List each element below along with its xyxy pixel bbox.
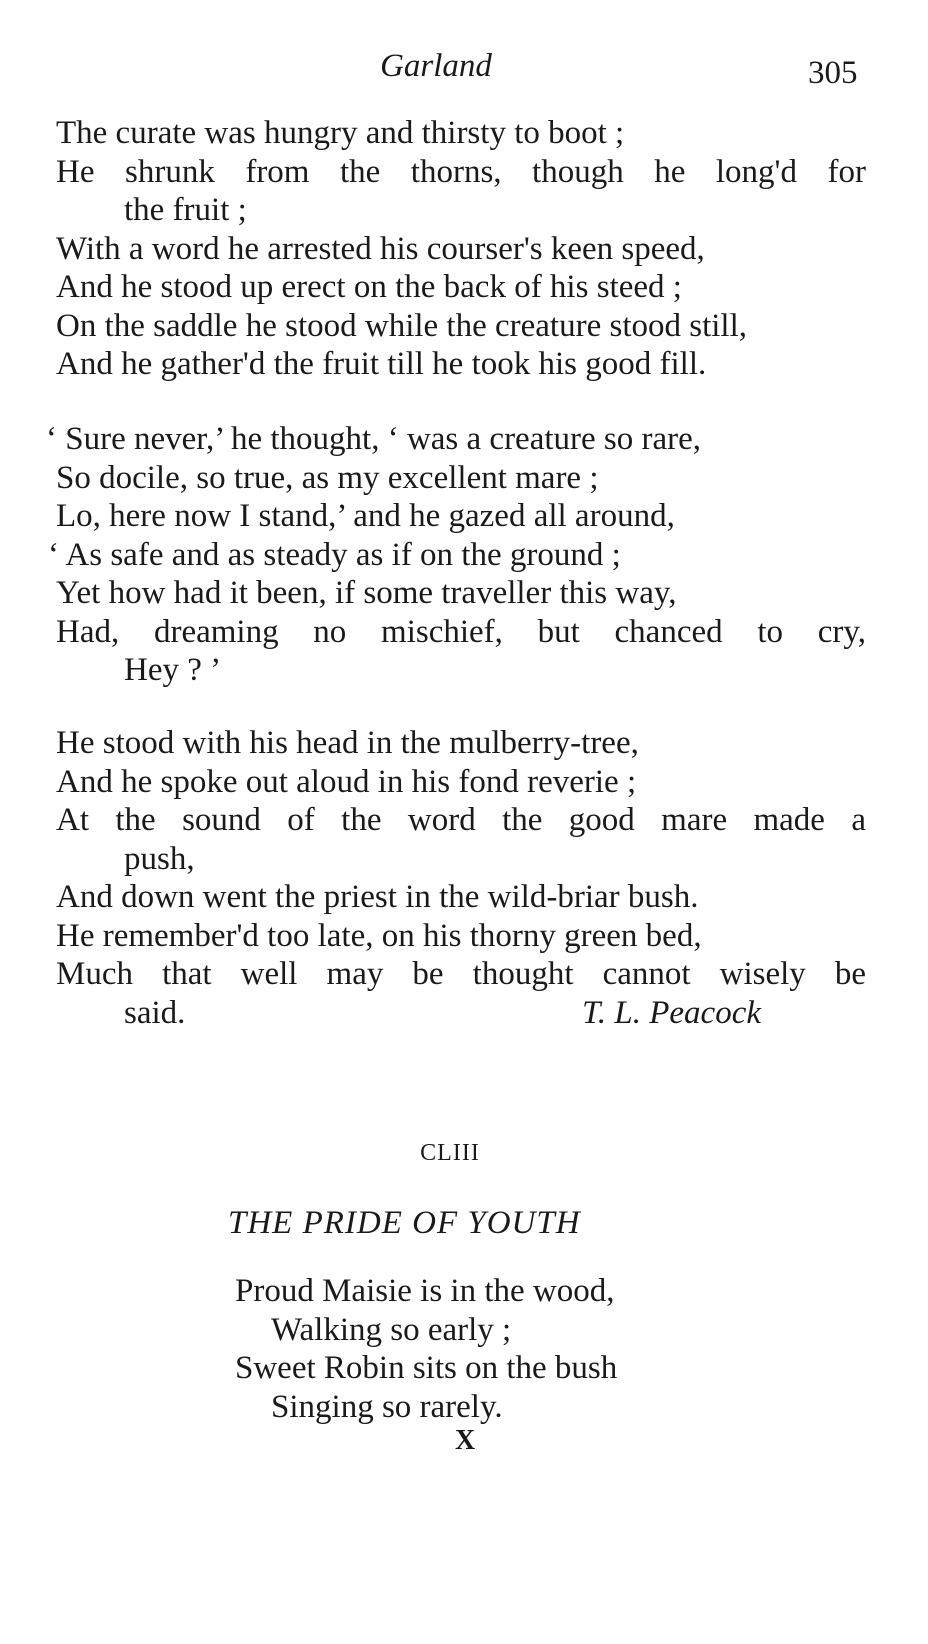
- poem-line: Lo, here now I stand,’ and he gazed all around,: [56, 498, 675, 534]
- poem-line: With a word he arrested his courser's keen speed,: [56, 230, 705, 267]
- poem-line-with-attribution: [56, 994, 866, 1033]
- poem-line: And down went the priest in the wild-briar bush.: [56, 879, 699, 915]
- page-number: 305: [808, 55, 858, 91]
- poem-number: [0, 1140, 928, 1167]
- stanza-4: [235, 1272, 617, 1426]
- poem-line: And he spoke out aloud in his fond reverie ;: [56, 763, 637, 800]
- poem-line-continuation: the fruit ;: [124, 192, 247, 228]
- poem-line: Proud Maisie is in the wood,: [235, 1273, 615, 1309]
- running-header-title: Garland: [380, 48, 492, 84]
- poem-line: Much that well may be thought cannot wisely be: [56, 956, 866, 992]
- poem-number-text: CLIII: [420, 1140, 480, 1166]
- poem-line: He remember'd too late, on his thorny green bed,: [56, 917, 702, 954]
- poem-line: Singing so rarely.: [271, 1388, 503, 1425]
- running-header: [0, 48, 928, 85]
- poem-line: At the sound of the word the good mare made a: [56, 802, 866, 838]
- stanza-3: [56, 724, 866, 1032]
- poem-line: The curate was hungry and thirsty to boot ;: [56, 115, 625, 151]
- poem-line: So docile, so true, as my excellent mare ;: [56, 459, 599, 496]
- poem-line: Walking so early ;: [271, 1311, 512, 1348]
- poem-line: And he gather'd the fruit till he took his good fill.: [56, 346, 707, 382]
- poem-line: And he stood up erect on the back of his steed ;: [56, 269, 682, 305]
- poem-line: Had, dreaming no mischief, but chanced to cry,: [56, 613, 866, 650]
- poem-line: On the saddle he stood while the creature stood still,: [56, 307, 748, 344]
- poem-line: He shrunk from the thorns, though he long'd for: [56, 153, 866, 190]
- stanza-1: [56, 114, 866, 384]
- poem-line-continuation: push,: [124, 840, 195, 877]
- poem-line: ‘ Sure never,’ he thought, ‘ was a creature so rare,: [46, 421, 702, 457]
- poem-line-continuation: said.: [124, 994, 186, 1031]
- poem-line: ‘ As safe and as steady as if on the ground ;: [48, 536, 621, 573]
- poem-line: Sweet Robin sits on the bush: [235, 1350, 618, 1386]
- poem-line: Yet how had it been, if some traveller this way,: [56, 575, 677, 611]
- signature-mark: X: [455, 1425, 476, 1456]
- poem-line: He stood with his head in the mulberry-tree,: [56, 725, 639, 761]
- poem-line-continuation: Hey ? ’: [124, 652, 222, 688]
- author-attribution: T. L. Peacock: [582, 994, 762, 1031]
- poem-title: THE PRIDE OF YOUTH: [228, 1205, 581, 1241]
- stanza-2: [46, 420, 866, 690]
